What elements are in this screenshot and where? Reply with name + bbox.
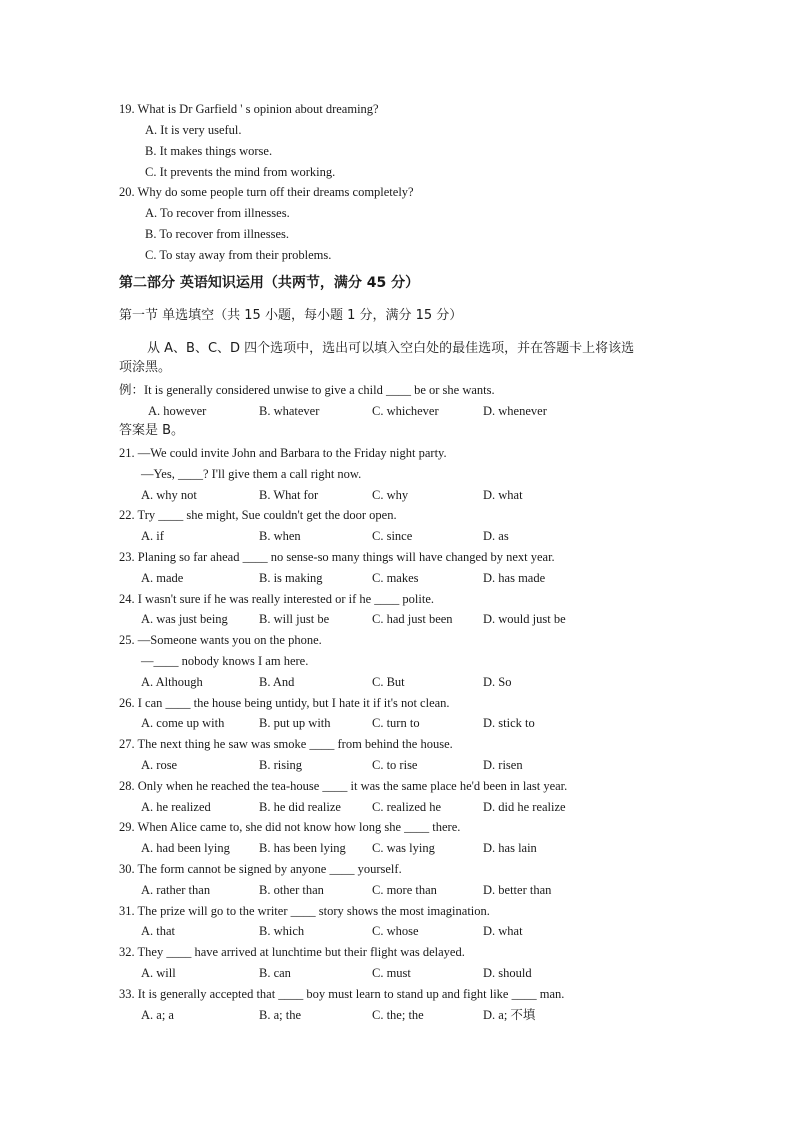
question-27-stem: 27. The next thing he saw was smoke ____ from behind the house. xyxy=(119,737,453,751)
question-29-option-d: D. has lain xyxy=(483,841,537,855)
question-28-option-d: D. did he realize xyxy=(483,800,566,814)
question-26-stem: 26. I can ____ the house being untidy, but I hate it if it's not clean. xyxy=(119,696,450,710)
question-26-option-b: B. put up with xyxy=(259,716,331,730)
question-25-line-2: —____ nobody knows I am here. xyxy=(141,654,309,668)
question-21-option-d: D. what xyxy=(483,488,523,502)
question-19-option-c: C. It prevents the mind from working. xyxy=(145,165,336,179)
section-1-heading: 第一节 单选填空（共 15 小题，每小题 1 分，满分 15 分） xyxy=(119,308,463,323)
question-27-option-b: B. rising xyxy=(259,758,303,772)
question-22-option-a: A. if xyxy=(141,529,164,543)
question-22-option-b: B. when xyxy=(259,529,301,543)
question-33-option-a: A. a; a xyxy=(141,1008,174,1022)
question-31-option-b: B. which xyxy=(259,924,305,938)
question-30-option-a: A. rather than xyxy=(141,883,211,897)
question-21-line-2: —Yes, ____? I'll give them a call right now. xyxy=(141,467,362,481)
question-23-option-a: A. made xyxy=(141,571,184,585)
question-29-stem: 29. When Alice came to, she did not know how long she ____ there. xyxy=(119,820,461,834)
question-22-stem: 22. Try ____ she might, Sue couldn't get the door open. xyxy=(119,508,397,522)
question-30-option-d: D. better than xyxy=(483,883,552,897)
example-stem: 例：It is generally considered unwise to give a child ____ be or she wants. xyxy=(119,383,495,397)
question-19-stem: 19. What is Dr Garfield ' s opinion about dreaming? xyxy=(119,102,379,116)
question-21-option-b: B. What for xyxy=(259,488,319,502)
question-25-option-c: C. But xyxy=(372,675,405,689)
question-24-option-c: C. had just been xyxy=(372,612,453,626)
question-31-option-a: A. that xyxy=(141,924,176,938)
question-26-option-d: D. stick to xyxy=(483,716,535,730)
question-32-option-a: A. will xyxy=(141,966,176,980)
question-27-option-c: C. to rise xyxy=(372,758,418,772)
question-29-option-a: A. had been lying xyxy=(141,841,230,855)
question-32-option-c: C. must xyxy=(372,966,411,980)
question-30-option-c: C. more than xyxy=(372,883,437,897)
question-23-option-d: D. has made xyxy=(483,571,546,585)
question-25-stem: 25. —Someone wants you on the phone. xyxy=(119,633,322,647)
example-option-d: D. whenever xyxy=(483,404,547,418)
question-28-option-b: B. he did realize xyxy=(259,800,341,814)
instructions-line-1: 从 A、B、C、D 四个选项中，选出可以填入空白处的最佳选项，并在答题卡上将该选 xyxy=(147,341,635,356)
question-27-option-d: D. risen xyxy=(483,758,523,772)
question-33-stem: 33. It is generally accepted that ____ boy must learn to stand up and fight like ____ man. xyxy=(119,987,565,1001)
question-21-option-c: C. why xyxy=(372,488,409,502)
question-20-stem: 20. Why do some people turn off their dreams completely? xyxy=(119,185,414,199)
question-21-stem: 21. —We could invite John and Barbara to the Friday night party. xyxy=(119,446,447,460)
question-29-option-b: B. has been lying xyxy=(259,841,346,855)
question-25-option-a: A. Although xyxy=(141,675,203,689)
example-answer: 答案是 B。 xyxy=(119,423,185,438)
question-28-stem: 28. Only when he reached the tea-house ____ it was the same place he'd been in last year. xyxy=(119,779,568,793)
question-24-stem: 24. I wasn't sure if he was really interested or if he ____ polite. xyxy=(119,592,435,606)
question-32-option-b: B. can xyxy=(259,966,291,980)
question-30-stem: 30. The form cannot be signed by anyone ____ yourself. xyxy=(119,862,402,876)
question-30-option-b: B. other than xyxy=(259,883,324,897)
question-21-option-a: A. why not xyxy=(141,488,197,502)
question-32-stem: 32. They ____ have arrived at lunchtime but their flight was delayed. xyxy=(119,945,465,959)
example-option-b: B. whatever xyxy=(259,404,320,418)
question-26-option-c: C. turn to xyxy=(372,716,420,730)
question-31-stem: 31. The prize will go to the writer ____ story shows the most imagination. xyxy=(119,904,490,918)
question-19-option-a: A. It is very useful. xyxy=(145,123,242,137)
question-27-option-a: A. rose xyxy=(141,758,178,772)
question-24-option-d: D. would just be xyxy=(483,612,566,626)
question-25-option-b: B. And xyxy=(259,675,295,689)
question-33-option-b: B. a; the xyxy=(259,1008,302,1022)
example-option-a: A. however xyxy=(148,404,207,418)
question-20-option-b: B. To recover from illnesses. xyxy=(145,227,290,241)
question-23-stem: 23. Planing so far ahead ____ no sense-so many things will have changed by next year. xyxy=(119,550,555,564)
question-22-option-d: D. as xyxy=(483,529,509,543)
question-28-option-a: A. he realized xyxy=(141,800,211,814)
part-2-heading: 第二部分 英语知识运用（共两节，满分 45 分） xyxy=(119,275,420,291)
question-33-option-c: C. the; the xyxy=(372,1008,424,1022)
question-31-option-c: C. whose xyxy=(372,924,419,938)
question-23-option-b: B. is making xyxy=(259,571,323,585)
question-29-option-c: C. was lying xyxy=(372,841,435,855)
question-19-option-b: B. It makes things worse. xyxy=(145,144,273,158)
example-option-c: C. whichever xyxy=(372,404,439,418)
question-22-option-c: C. since xyxy=(372,529,413,543)
question-32-option-d: D. should xyxy=(483,966,532,980)
question-20-option-c: C. To stay away from their problems. xyxy=(145,248,332,262)
question-26-option-a: A. come up with xyxy=(141,716,225,730)
question-24-option-b: B. will just be xyxy=(259,612,330,626)
question-23-option-c: C. makes xyxy=(372,571,419,585)
question-20-option-a: A. To recover from illnesses. xyxy=(145,206,290,220)
instructions-line-2: 项涂黑。 xyxy=(119,360,172,375)
question-24-option-a: A. was just being xyxy=(141,612,228,626)
question-25-option-d: D. So xyxy=(483,675,512,689)
question-33-option-d: D. a; 不填 xyxy=(483,1008,536,1022)
question-31-option-d: D. what xyxy=(483,924,523,938)
question-28-option-c: C. realized he xyxy=(372,800,442,814)
